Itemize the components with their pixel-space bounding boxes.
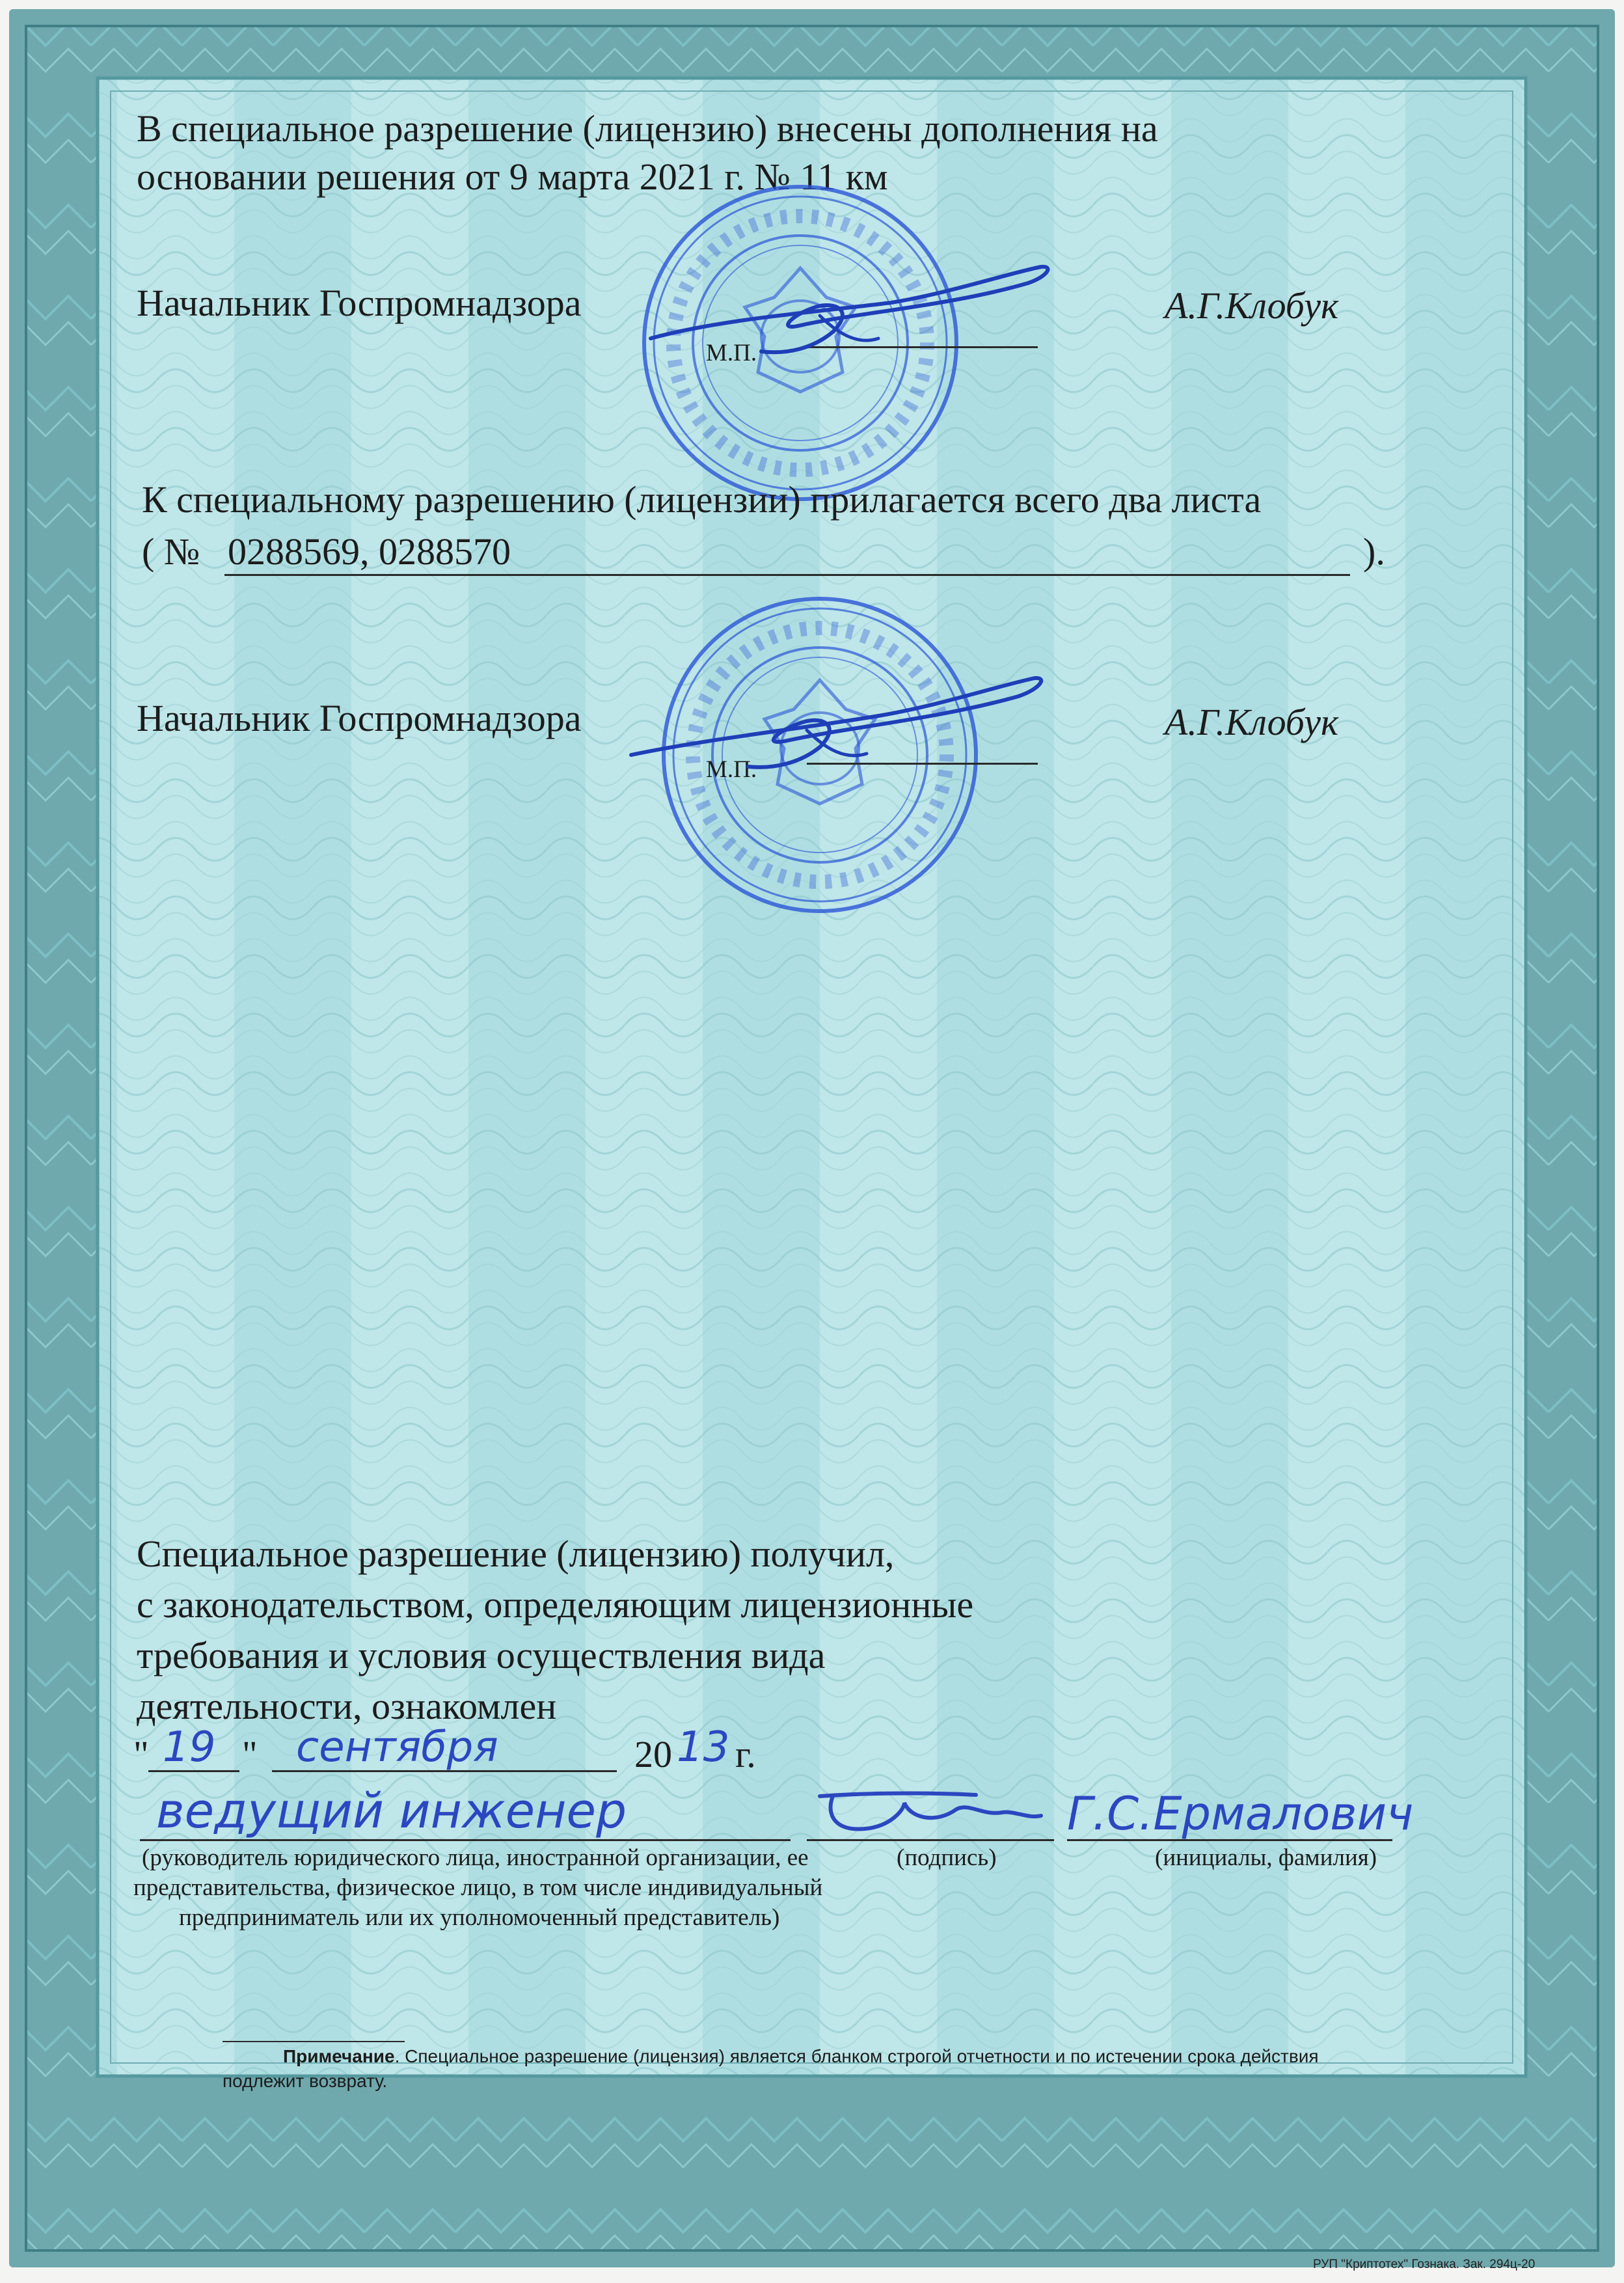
date-year-suffix: 13 <box>677 1723 730 1771</box>
printer-imprint: РУП "Криптотех" Гознака. Зак. 294ц-20 <box>1313 2258 1536 2271</box>
received-line-1: Специальное разрешение (лицензию) получил, <box>137 1533 895 1575</box>
date-open-quote: " <box>133 1733 149 1775</box>
attachment-prefix: ( № <box>142 530 200 573</box>
amendment-line-1: В специальное разрешение (лицензию) внесены дополнения на <box>137 107 1158 150</box>
signature-2-name: А.Г.Клобук <box>1165 701 1339 743</box>
amendment-line-2: основании решения от 9 марта 2021 г. № 11 км <box>137 156 888 198</box>
recipient-name: Г.С.Ермалович <box>1067 1787 1414 1840</box>
recipient-label-name: (инициалы, фамилия) <box>1155 1844 1377 1871</box>
date-year-prefix: 20 <box>634 1733 672 1775</box>
date-day-underline <box>148 1770 239 1772</box>
attachment-suffix: ). <box>1363 530 1385 573</box>
recipient-title-line <box>140 1839 791 1841</box>
recipient-label-left-2: представительства, физическое лицо, в том числе индивидуальный <box>133 1874 823 1901</box>
date-month-underline <box>272 1770 617 1772</box>
received-line-4: деятельности, ознакомлен <box>137 1685 557 1727</box>
note-text-1: . Специальное разрешение (лицензия) является бланком строгой отчетности и по истечении срока действия <box>394 2046 1319 2066</box>
date-day: 19 <box>163 1723 216 1771</box>
signature-1-position: Начальник Госпромнадзора <box>137 282 582 324</box>
note-line-1 <box>283 2045 1319 2068</box>
recipient-name-line <box>1067 1839 1392 1841</box>
signature-2-scribble <box>625 651 1054 794</box>
date-year-end: г. <box>735 1733 756 1775</box>
signature-2-mp: М.П. <box>706 756 757 783</box>
recipient-signature-scribble <box>807 1783 1054 1848</box>
signature-1-mp: М.П. <box>706 340 757 366</box>
attachment-line-1: К специальному разрешению (лицензии) прилагается всего два листа <box>142 478 1262 521</box>
date-month: сентября <box>296 1723 498 1771</box>
attachment-numbers: 0288569, 0288570 <box>228 530 511 573</box>
recipient-label-left-1: (руководитель юридического лица, иностранной организации, ее <box>142 1844 809 1871</box>
signature-2-position: Начальник Госпромнадзора <box>137 697 582 739</box>
recipient-title: ведущий инженер <box>156 1783 627 1839</box>
recipient-signature-line <box>807 1839 1054 1841</box>
received-line-2: с законодательством, определяющим лицензионные <box>137 1583 974 1626</box>
note-label: Примечание <box>283 2046 395 2066</box>
note-divider <box>223 2041 405 2042</box>
date-close-quote: " <box>242 1733 258 1775</box>
received-line-3: требования и условия осуществления вида <box>137 1634 826 1676</box>
signature-1-name: А.Г.Клобук <box>1165 284 1339 327</box>
recipient-label-left-3: предприниматель или их уполномоченный представитель) <box>179 1904 780 1931</box>
signature-1-scribble <box>644 241 1061 377</box>
attachment-underline <box>224 574 1350 576</box>
note-line-2: подлежит возврату. <box>223 2071 388 2091</box>
recipient-label-sign: (подпись) <box>897 1844 997 1871</box>
